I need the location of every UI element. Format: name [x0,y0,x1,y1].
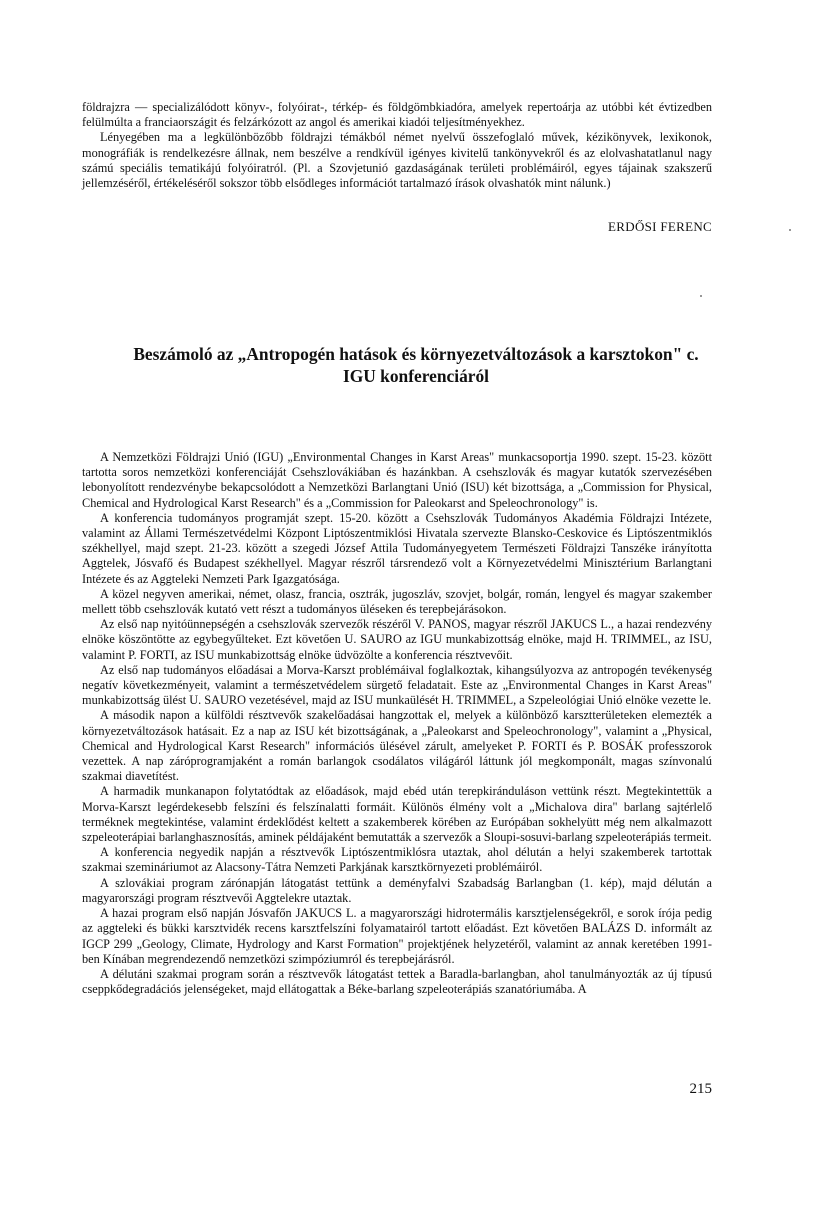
review-paragraph: Lényegében ma a legkülönbözőbb földrajzi témákból német nyelvű összefoglaló művek, kézikönyvek, lexikonok, monográfiák is rendelkezésre állnak, nem beszélve a rendkívül igényes kivitelű tankönyvekről és az elolvashatatlanul nagy számú speciális tematikájú folyóiratról. (Pl. a Szovjetunió gazdaságának területi problémáiról, egyes tájainak szakszerű jellemzéséről, értékeléséről sokszor több elsődleges információt tartalmazó írások olvashatók mint nálunk.) [82,130,712,191]
article-paragraph: A konferencia negyedik napján a résztvevők Liptószentmiklósra utaztak, ahol délután a helyi szakemberek tartottak szakmai szemináriumot az Alacsony-Tátra Nemzeti Parkjának karsztkörnyezeti problémáiról. [82,845,712,875]
scan-speck [700,295,702,297]
article-paragraph: A második napon a külföldi résztvevők szakelőadásai hangzottak el, melyek a különböző karsztterületeken elemezték a környezetváltozások hatásait. Ez a nap az ISU két bizottságának, a „Paleokarst and Speleochronology", valamint a „Physical, Chemical and Hydrological Karst Research" információs ülésével zárult, amelyeket P. FORTI és P. BOSÁK professzorok vezettek. A nap záróprogramjaként a román barlangok csodálatos világáról láttunk jól megkomponált, magas színvonalú szakmai diavetítést. [82,708,712,784]
article-paragraph: Az első nap tudományos előadásai a Morva-Karszt problémáival foglalkoztak, kihangsúlyozva az antropogén tevékenység negatív következményeit, valamint a természetvédelem sürgető feladatait. Este az „Environmental Changes in Karst Areas" munkabizottság ülést U. SAURO vezetésével, majd az ISU munkaülését H. TRIMMEL, a Szpeleológiai Unió elnöke vezette le. [82,662,712,708]
article-paragraph: A hazai program első napján Jósvafőn JAKUCS L. a magyarországi hidrotermális karsztjelenségekről, e sorok írója pedig az aggteleki és bükki karsztvidék recens karsztfelszíni folyamatairól tartott előadást. Ezt követően BALÁZS D. informált az IGCP 299 „Geology, Climate, Hydrology and Karst Formation" projektjének helyzetéről, valamint az annak keretében 1991-ben Kínában megrendezendő nemzetközi szimpóziumról és terepbejárásról. [82,906,712,966]
article-paragraph: A konferencia tudományos programját szept. 15-20. között a Csehszlovák Tudományos Akadémia Földrajzi Intézete, valamint az Állami Természetvédelmi Központ Liptószentmiklósi Hivatala szervezte Blansko-Ceskovice és Liptószentmiklós székhellyel, majd szept. 21-23. között a szegedi József Attila Tudományegyetem Természeti Földrajzi Tanszéke irányította Aggtelek, Jósvafő és Budapest székhellyel. Magyar részről társrendező volt a Környezetvédelmi Minisztérium Barlangtani Intézete és az Aggteleki Nemzeti Park Igazgatósága. [82,510,712,586]
page-number: 215 [689,1081,712,1097]
article-paragraph: A Nemzetközi Földrajzi Unió (IGU) „Environmental Changes in Karst Areas" munkacsoportja 1990. szept. 15-23. között tartotta soros nemzetközi konferenciáját Csehszlovákiában és hazánkban. A csehszlovák és magyar kutatók szervezésében lebonyolított rendezvénybe bekapcsolódott a Nemzetközi Barlangtani Unió (ISU) két bizottsága, a „Commission for Physical, Chemical and Hydrological Karst Research" és a „Commission for Paleokarst and Speleochronology" is. [82,450,712,510]
article-paragraph: Az első nap nyitóünnepségén a csehszlovák szervezők részéről V. PANOS, magyar részről JAKUCS L., a hazai rendezvény elnöke köszöntötte az egybegyűlteket. Ezt követően U. SAURO az IGU munkabizottság elnöke, majd H. TRIMMEL, az ISU, valamint P. FORTI, az ISU munkabizottság elnöke üdvözölte a konferencia résztvevőit. [82,617,712,662]
scan-speck [789,229,791,231]
article-title [60,343,772,387]
review-paragraph: földrajzra — specializálódott könyv-, folyóirat-, térkép- és földgömbkiadóra, amelyek repertoárja az utóbbi két évtizedben felülmúlta a franciaországit és felzárkózott az angol és amerikai kiadói teljesítményekhez. [82,100,712,130]
review-continuation [82,100,712,191]
review-author: ERDŐSI FERENC [608,219,712,234]
article-body [82,450,712,997]
article-paragraph: A délutáni szakmai program során a résztvevők látogatást tettek a Baradla-barlangban, ahol tanulmányozták az új típusú cseppkődegradációs jelenségeket, majd ellátogattak a Béke-barlang szpeleoterápiás szanatóriumába. A [82,966,712,997]
article-title-line: IGU konferenciáról [342,366,490,386]
article-paragraph: A közel negyven amerikai, német, olasz, francia, osztrák, jugoszláv, szovjet, bolgár, román, lengyel és magyar szakember mellett több csehszlovák kutató vett részt a tudományos üléseken és terepbejárásokon. [82,586,712,617]
article-paragraph: A szlovákiai program zárónapján látogatást tettünk a deményfalvi Szabadság Barlangban (1. kép), majd délután a magyarországi program résztvevői Aggtelekre utaztak. [82,875,712,905]
article-title-line: Beszámoló az „Antropogén hatások és környezetváltozások a karsztokon" c. [133,344,699,364]
article-paragraph: A harmadik munkanapon folytatódtak az előadások, majd ebéd után terepkiránduláson vettünk részt. Megtekintettük a Morva-Karszt legérdekesebb felszíni és felszínalatti formáit. Különös élmény volt a „Michalova dira" barlang sajtérlelő terméknek megtekintése, valamint érdeklődést keltett a szakemberek körében az Európában sokhelyütt még nem alkalmazott szpeleoterápiai barlanghasznosítás, aminek példájaként bemutatták a szervezők a Sloupi-sosuvi-barlang szpeleoterápiás termeit. [82,784,712,845]
